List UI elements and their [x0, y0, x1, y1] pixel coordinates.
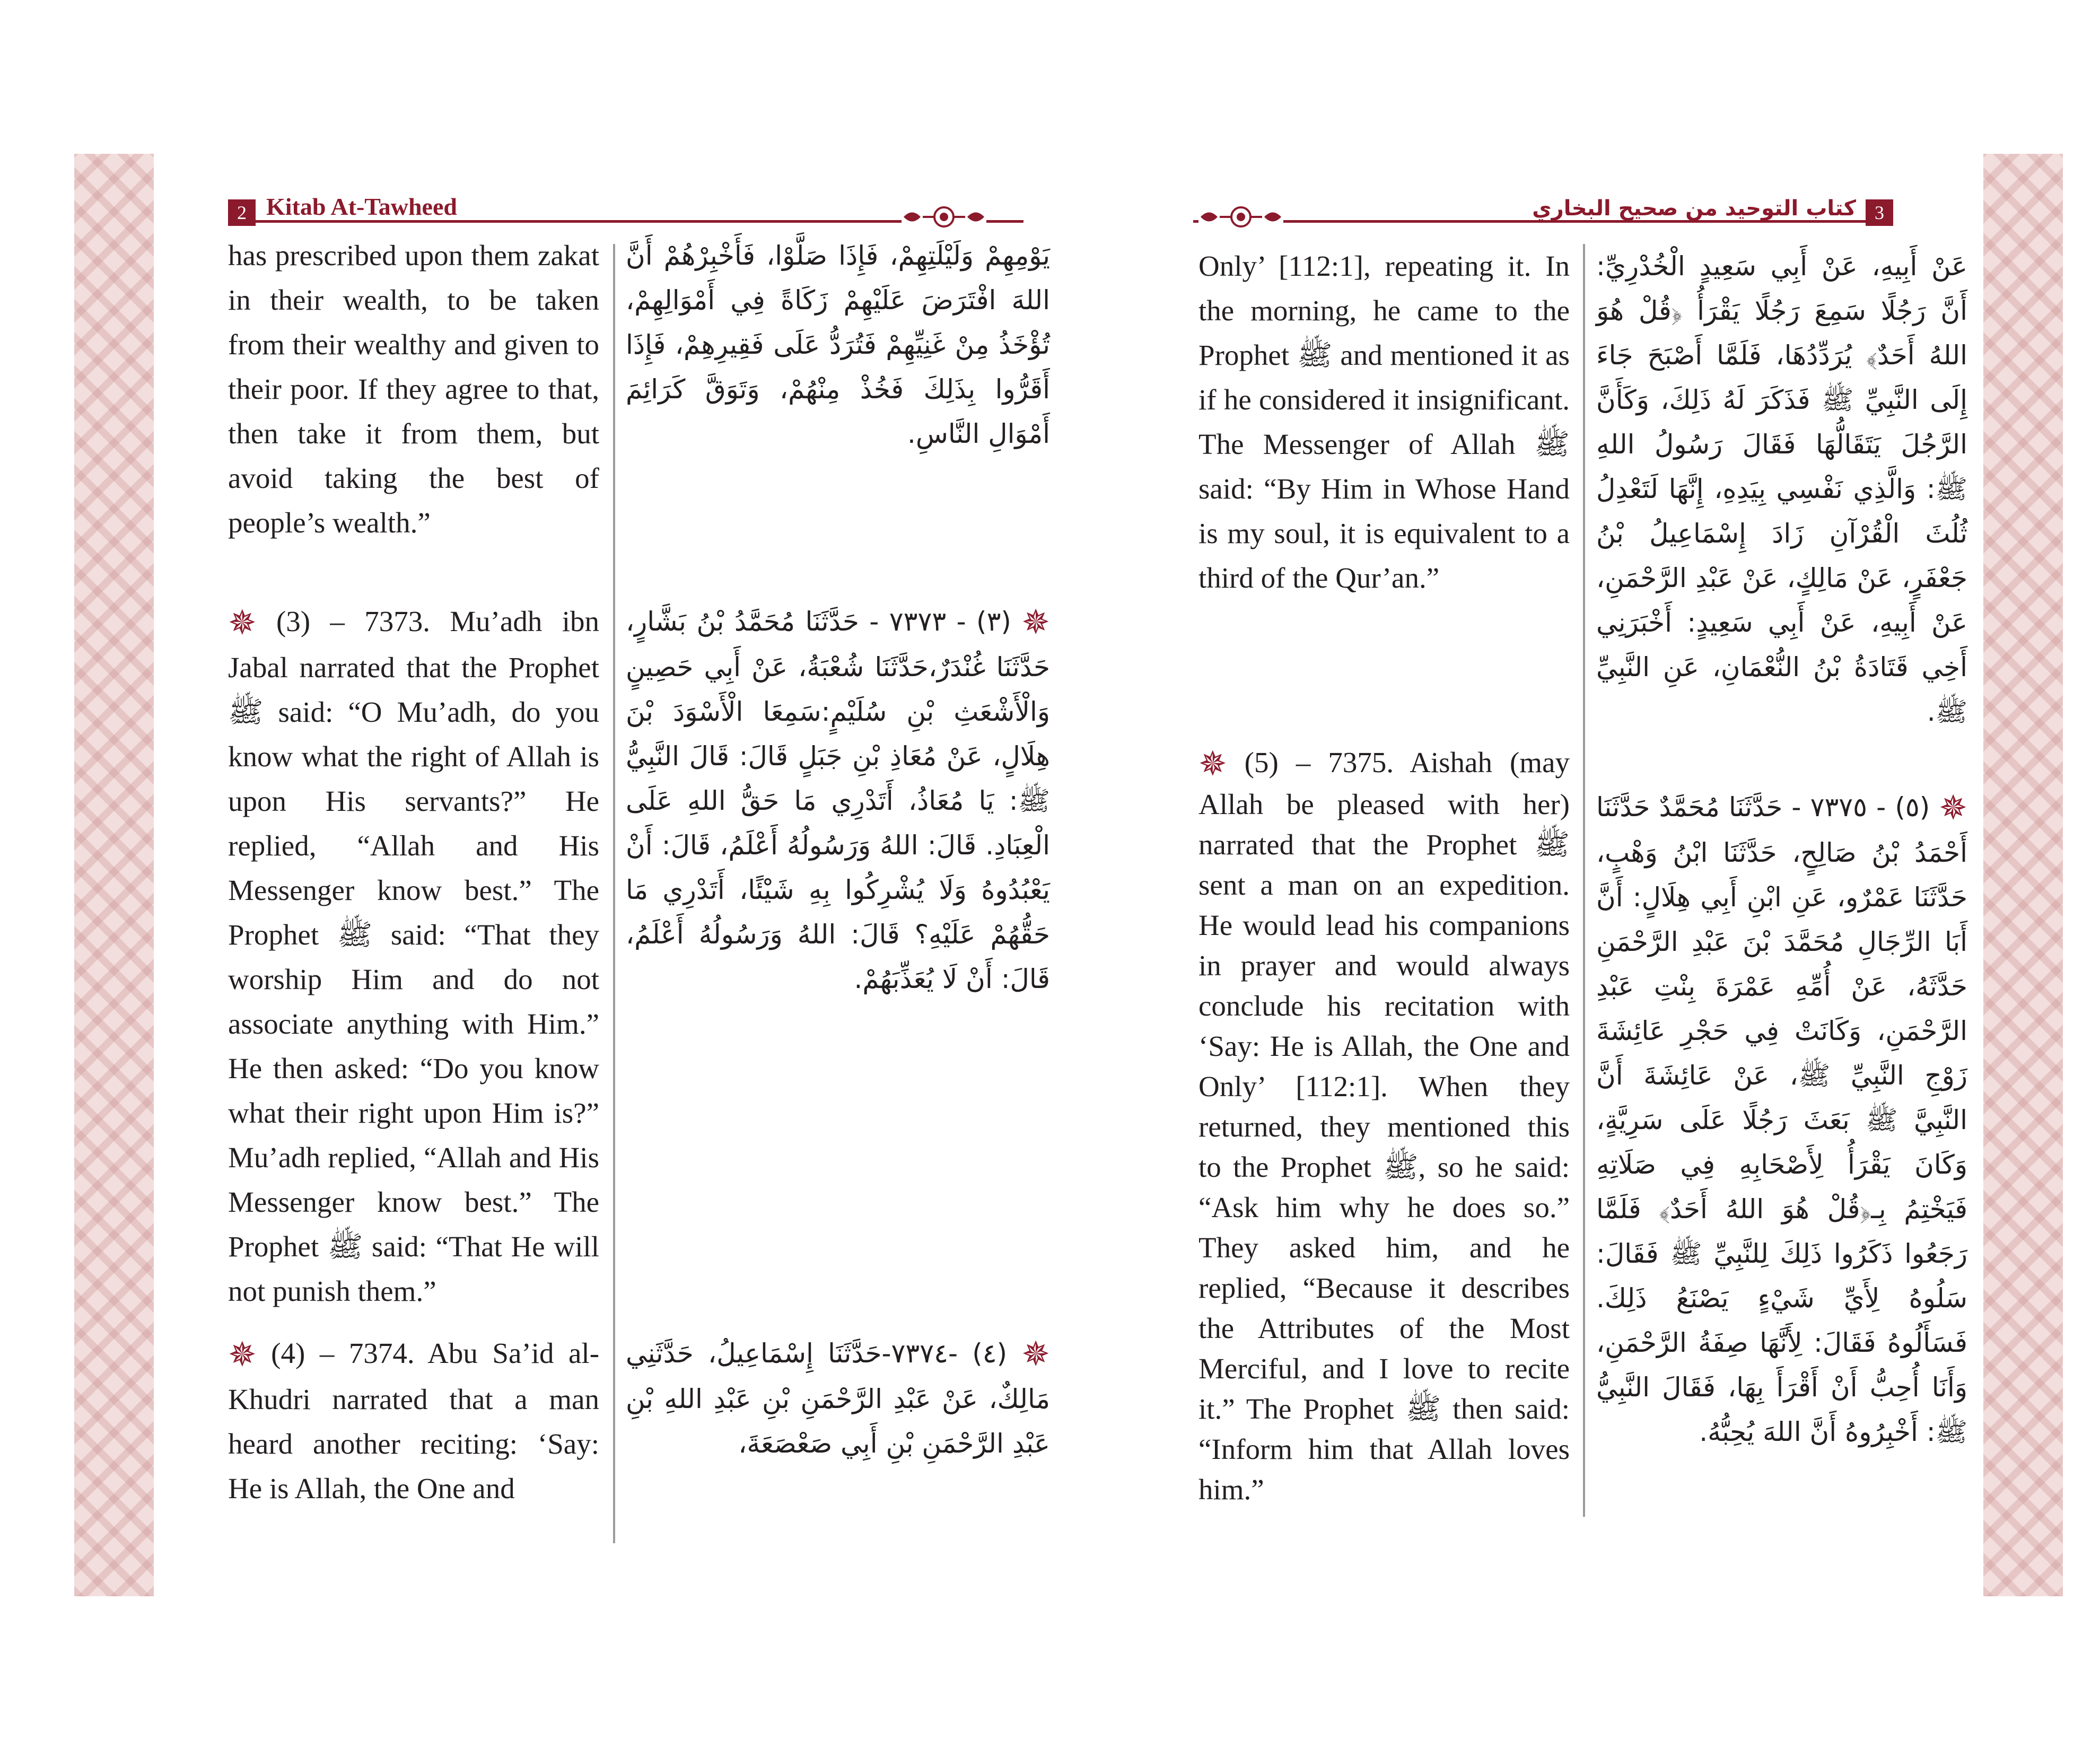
english-column — [228, 233, 599, 1511]
arabic-paragraph-hadith: ✵ (٤) -٧٣٧٤-حَدَّثَنَا إِسْمَاعِيلُ، حَدَّثَنِي مَالِكٌ، عَنْ عَبْدِ الرَّحْمَنِ بْنِ عَبْدِ اللهِ بْنِ عَبْدِ الرَّحْمَنِ بْنِ أَبِي صَعْصَعَةَ، — [626, 1335, 1050, 1459]
english-paragraph-hadith: ✵ (4) – 7374. Abu Sa’id al-Khudri narrated that a man heard another reciting: ‘Say: He is Allah, the One and — [228, 1336, 600, 1505]
header-ornament-icon — [1198, 205, 1283, 229]
running-title: Kitab At-Tawheed — [266, 193, 457, 220]
page-header — [1193, 196, 1893, 228]
arabic-column — [1596, 244, 1967, 1454]
rosette-icon: ✵ — [228, 604, 257, 642]
page-number: 3 — [1866, 199, 1893, 226]
arabic-paragraph-hadith: ✵ (٥) - ٧٣٧٥ - حَدَّثَنَا مُحَمَّدٌ حَدَّثَنَا أَحْمَدُ بْنُ صَالِحٍ، حَدَّثَنَا ابْنُ وَهْبٍ، حَدَّثَنَا عَمْرٌو، عَنِ ابْنِ أَبِي هِلَالٍ: أَنَّ أَبَا الرِّجَالِ مُحَمَّدَ بْنَ عَبْدِ الرَّحْمَنِ حَدَّثَهُ، عَنْ أُمِّهِ عَمْرَةَ بِنْتِ عَبْدِ الرَّحْمَنِ، وَكَانَتْ فِي حَجْرِ عَائِشَةَ زَوْجِ النَّبِيِّ ﷺ، عَنْ عَائِشَةَ أَنَّ النَّبِيَّ ﷺ بَعَثَ رَجُلًا عَلَى سَرِيَّةٍ، وَكَانَ يَقْرَأُ لِأَصْحَابِهِ فِي صَلَاتِهِ فَيَخْتِمُ بِـ﴿قُلْ هُوَ اللهُ أَحَدٌ﴾ فَلَمَّا رَجَعُوا ذَكَرُوا ذَلِكَ لِلنَّبِيِّ ﷺ فَقَالَ: سَلُوهُ لِأَيِّ شَيْءٍ يَصْنَعُ ذَلِكَ. فَسَأَلُوهُ فَقَالَ: لِأَنَّهَا صِفَةُ الرَّحْمَنِ، وَأَنَا أُحِبُّ أَنْ أَقْرَأَ بِهَا، فَقَالَ النَّبِيُّ ﷺ: أَخْبِرُوهُ أَنَّ اللهَ يُحِبُّهُ. — [1596, 789, 1967, 1447]
column-divider — [613, 244, 615, 1543]
rosette-icon: ✵ — [1939, 789, 1967, 828]
arabic-column — [626, 233, 1050, 1466]
running-title: كتاب التوحيد من صحيح البخاري — [1532, 196, 1856, 221]
decorative-border — [74, 154, 154, 1596]
english-column — [1198, 244, 1570, 1510]
left-page-body — [154, 154, 1061, 1596]
right-page — [1077, 154, 2063, 1596]
left-page — [74, 154, 1061, 1596]
arabic-paragraph: يَوْمِهِمْ وَلَيْلَتِهِمْ، فَإِذَا صَلَّوْا، فَأَخْبِرْهُمْ أَنَّ اللهَ افْتَرَضَ عَلَيْهِمْ زَكَاةً فِي أَمْوَالِهِمْ، تُؤْخَذُ مِنْ غَنِيِّهِمْ فَتُرَدُّ عَلَى فَقِيرِهِمْ، فَإِذَا أَقَرُّوا بِذَلِكَ فَخُذْ مِنْهُمْ، وَتَوَقَّ كَرَائِمَ أَمْوَالِ النَّاسِ. — [626, 240, 1050, 449]
rosette-icon: ✵ — [1021, 1335, 1050, 1374]
rosette-icon: ✵ — [1021, 603, 1050, 642]
decorative-border — [1983, 154, 2063, 1596]
page-header — [228, 193, 1023, 228]
column-divider — [1583, 244, 1585, 1517]
english-paragraph: has prescribed upon them zakat in their wealth, to be taken from their wealthy and given to their poor. If they agree to that, then take it from them, but avoid taking the best of people’s wealth.” — [228, 239, 599, 539]
rosette-icon: ✵ — [228, 1336, 257, 1374]
arabic-paragraph: عَنْ أَبِيهِ، عَنْ أَبِي سَعِيدٍ الْخُدْرِيِّ: أَنَّ رَجُلًا سَمِعَ رَجُلًا يَقْرَأُ ﴿قُلْ هُوَ اللهُ أَحَدٌ﴾ يُرَدِّدُهَا، فَلَمَّا أَصْبَحَ جَاءَ إِلَى النَّبِيِّ ﷺ فَذَكَرَ لَهُ ذَلِكَ، وَكَأَنَّ الرَّجُلَ يَتَقَالُّهَا فَقَالَ رَسُولُ اللهِ ﷺ: وَالَّذِي نَفْسِي بِيَدِهِ، إِنَّهَا لَتَعْدِلُ ثُلُثَ الْقُرْآنِ زَادَ إِسْمَاعِيلُ بْنُ جَعْفَرٍ، عَنْ مَالِكٍ، عَنْ عَبْدِ الرَّحْمَنِ، عَنْ أَبِيهِ، عَنْ أَبِي سَعِيدٍ: أَخْبَرَنِي أَخِي قَتَادَةُ بْنُ النُّعْمَانِ، عَنِ النَّبِيِّ ﷺ. — [1596, 251, 1967, 727]
header-ornament-icon — [902, 205, 986, 229]
page-number: 2 — [228, 199, 256, 226]
right-page-body — [1077, 154, 1983, 1596]
english-paragraph-hadith: ✵ (5) – 7375. Aishah (may Allah be pleased with her) narrated that the Prophet ﷺ sent a man on an expedition. He would lead his companions in prayer and would always conclude his recitation with ‘Say: He is Allah, the One and Only’ [112:1]. When they returned, they mentioned this to the Prophet ﷺ, so he said: “Ask him why he does so.” They asked him, and he replied, “Because it describes the Attributes of the Most Merciful, and I love to recite it.” The Prophet ﷺ then said: “Inform him that Allah loves him.” — [1198, 745, 1570, 1506]
english-paragraph-hadith: ✵ (3) – 7373. Mu’adh ibn Jabal narrated that the Prophet ﷺ said: “O Mu’adh, do you know what the right of Allah is upon His servants?” He replied, “Allah and His Messenger know best.” The Prophet ﷺ said: “That they worship Him and do not associate anything with Him.” He then asked: “Do you know what their right upon Him is?” Mu’adh replied, “Allah and His Messenger know best.” The Prophet ﷺ said: “That He will not punish them.” — [228, 604, 600, 1307]
rosette-icon: ✵ — [1198, 745, 1227, 783]
arabic-paragraph-hadith: ✵ (٣) - ٧٣٧٣ - حَدَّثَنَا مُحَمَّدُ بْنُ بَشَّارٍ، حَدَّثَنَا غُنْدَرٌ،حَدَّثَنَا شُعْبَةُ، عَنْ أَبِي حَصِينٍ وَالْأَشْعَثِ بْنِ سُلَيْمٍ:سَمِعَا الْأَسْوَدَ بْنَ هِلَالٍ، عَنْ مُعَاذِ بْنِ جَبَلٍ قَالَ: قَالَ النَّبِيُّ ﷺ: يَا مُعَاذُ، أَتَدْرِي مَا حَقُّ اللهِ عَلَى الْعِبَادِ. قَالَ: اللهُ وَرَسُولُهُ أَعْلَمُ، قَالَ: أَنْ يَعْبُدُوهُ وَلَا يُشْرِكُوا بِهِ شَيْئًا، أَتَدْرِي مَا حَقُّهُمْ عَلَيْهِ؟ قَالَ: اللهُ وَرَسُولُهُ أَعْلَمُ، قَالَ: أَنْ لَا يُعَذِّبَهُمْ. — [626, 603, 1050, 994]
english-paragraph: Only’ [112:1], repeating it. In the morning, he came to the Prophet ﷺ and mentioned it as if he considered it insignificant. The Messenger of Allah ﷺ said: “By Him in Whose Hand is my soul, it is equivalent to a third of the Qur’an.” — [1198, 250, 1570, 594]
